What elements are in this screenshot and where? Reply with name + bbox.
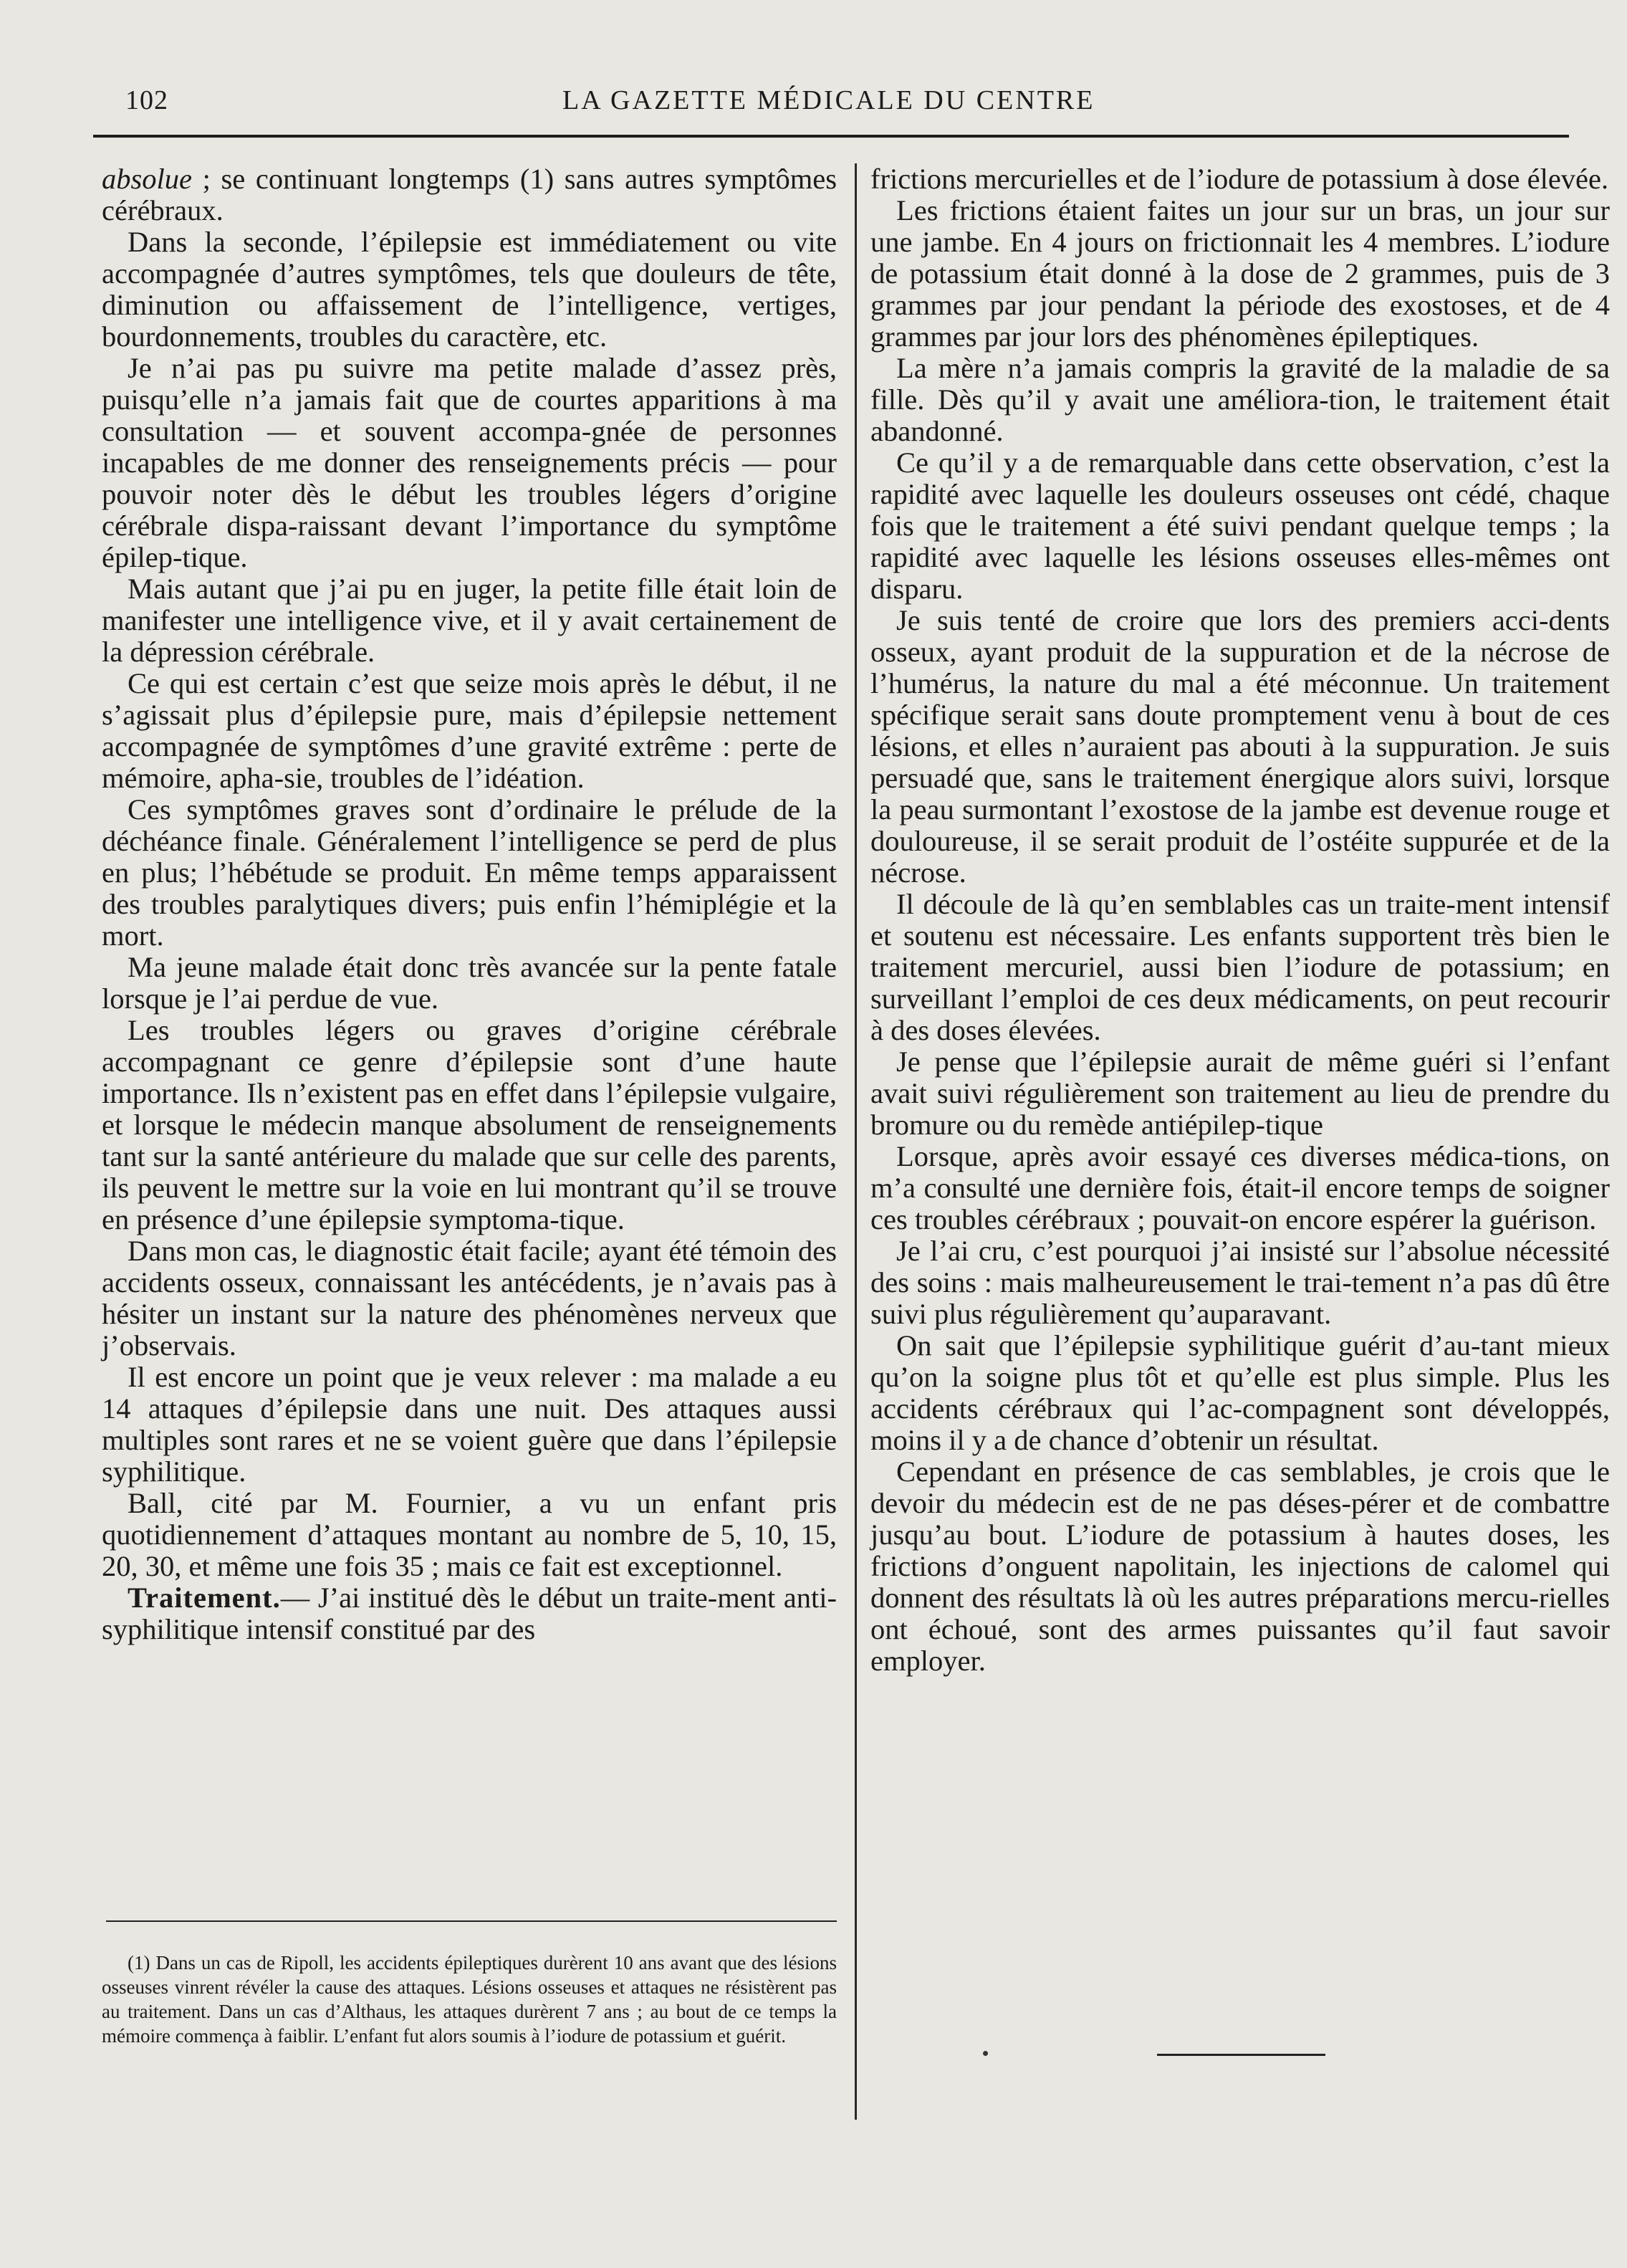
footnote xyxy=(102,1951,837,2048)
paragraph-text: ; se continuant longtemps (1) sans autres symptômes cérébraux. xyxy=(102,163,837,226)
paragraph: Ce qu’il y a de remarquable dans cette observation, c’est la rapidité avec laquelle les douleurs osseuses ont cédé, chaque fois que le traitement a été suivi pendant quelque temps ; la rapidité avec laquelle les lésions osseuses elles-mêmes ont disparu. xyxy=(870,446,1610,605)
paragraph: Lorsque, après avoir essayé ces diverses médica-tions, on m’a consulté une dernière fois, était-il encore temps de soigner ces troubles cérébraux ; pouvait-on encore espérer la guérison. xyxy=(870,1140,1610,1235)
paragraph: La mère n’a jamais compris la gravité de la maladie de sa fille. Dès qu’il y avait une améliora-tion, le traitement était abandonné. xyxy=(870,352,1610,447)
header-rule xyxy=(93,135,1569,138)
paragraph: Il est encore un point que je veux relever : ma malade a eu 14 attaques d’épilepsie dans une nuit. Des attaques aussi multiples sont rares et ne se voient guère que dans l’épilepsie syphilitique. xyxy=(102,1361,837,1488)
page-header xyxy=(125,85,1573,128)
end-rule xyxy=(1157,2054,1325,2056)
paragraph xyxy=(102,163,837,226)
paragraph: Dans mon cas, le diagnostic était facile; ayant été témoin des accidents osseux, connaissant les antécédents, je n’avais pas à hésiter un instant sur la nature des phénomènes nerveux que j’observais. xyxy=(102,1235,837,1362)
ink-dot xyxy=(983,2051,988,2056)
paragraph: Ce qui est certain c’est que seize mois après le début, il ne s’agissait plus d’épilepsie pure, mais d’épilepsie nettement accompagnée de symptômes d’une gravité extrême : perte de mémoire, apha-sie, troubles de l’idéation. xyxy=(102,667,837,794)
paragraph: Les frictions étaient faites un jour sur un bras, un jour sur une jambe. En 4 jours on frictionnait les 4 membres. L’iodure de potassium était donné à la dose de 2 grammes, puis de 3 grammes par jour pendant la période des exostoses, et de 4 grammes par jour lors des phénomènes épileptiques. xyxy=(870,194,1610,353)
paragraph: Ces symptômes graves sont d’ordinaire le prélude de la déchéance finale. Généralement l’intelligence se perd de plus en plus; l’hébétude se produit. En même temps apparaissent des troubles paralytiques divers; puis enfin l’hémiplégie et la mort. xyxy=(102,793,837,952)
paragraph: frictions mercurielles et de l’iodure de potassium à dose élevée. xyxy=(870,163,1609,195)
footnote-text: (1) Dans un cas de Ripoll, les accidents épileptiques durèrent 10 ans avant que des lésions osseuses vinrent révéler la cause des attaques. Lésions osseuses et attaques ne résistèrent pas au traitement. Dans un cas d’Althaus, les attaques durèrent 7 ans ; au bout de ce temps la mémoire commença à faiblir. L’enfant fut alors soumis à l’iodure de potassium et guérit. xyxy=(102,1952,837,2047)
paragraph: Il découle de là qu’en semblables cas un traite-ment intensif et soutenu est nécessaire. Les enfants supportent très bien le traitement mercuriel, aussi bien l’iodure de potassium; en surveillant l’emploi de ces deux médicaments, on peut recourir à des doses élevées. xyxy=(870,888,1610,1046)
paragraph: On sait que l’épilepsie syphilitique guérit d’au-tant mieux qu’on la soigne plus tôt et qu’elle est plus simple. Plus les accidents cérébraux qui l’ac-compagnent sont développés, moins il y a de chance d’obtenir un résultat. xyxy=(870,1329,1610,1456)
paragraph: Je l’ai cru, c’est pourquoi j’ai insisté sur l’absolue nécessité des soins : mais malheureusement le trai-tement n’a pas dû être suivi plus régulièrement qu’auparavant. xyxy=(870,1235,1610,1330)
paragraph: Mais autant que j’ai pu en juger, la petite fille était loin de manifester une intelligence vive, et il y avait certainement de la dépression cérébrale. xyxy=(102,573,837,668)
emphasis: absolue xyxy=(102,163,192,195)
paragraph: Je n’ai pas pu suivre ma petite malade d’assez près, puisqu’elle n’a jamais fait que de courtes apparitions à ma consultation — et souvent accompa-gnée de personnes incapables de me donner des renseignements précis — pour pouvoir noter dès le début les troubles légers d’origine cérébrale dispa-raissant devant l’importance du symptôme épilep-tique. xyxy=(102,352,837,573)
footnote-rule xyxy=(106,1920,837,1922)
column-rule xyxy=(855,163,857,2120)
paragraph: Ma jeune malade était donc très avancée sur la pente fatale lorsque je l’ai perdue de vue. xyxy=(102,951,837,1015)
paragraph: Je suis tenté de croire que lors des premiers acci-dents osseux, ayant produit de la suppuration et de la nécrose de l’humérus, la nature du mal a été méconnue. Un traitement spécifique serait sans doute promptement venu à bout de ces lésions, et elles n’auraient pas abouti à la suppuration. Je suis persuadé que, sans le traitement énergique alors suivi, lorsque la peau surmontant l’exostose de la jambe est devenue rouge et douloureuse, il se serait produit de l’ostéite suppurée et de la nécrose. xyxy=(870,604,1610,889)
section-title-traitement: Traitement. xyxy=(128,1582,281,1614)
right-column xyxy=(870,163,1610,1677)
left-column xyxy=(102,163,837,1645)
paragraph: Ball, cité par M. Fournier, a vu un enfant pris quotidiennement d’attaques montant au nombre de 5, 10, 15, 20, 30, et même une fois 35 ; mais ce fait est exceptionnel. xyxy=(102,1487,837,1582)
paragraph: Cependant en présence de cas semblables, je crois que le devoir du médecin est de ne pas déses-pérer et de combattre jusqu’au bout. L’iodure de potassium à hautes doses, les frictions d’onguent napolitain, les injections de calomel qui donnent des résultats là où les autres préparations mercu-rielles ont échoué, sont des armes puissantes qu’il faut savoir employer. xyxy=(870,1455,1610,1677)
paragraph xyxy=(102,1582,837,1645)
page-number: 102 xyxy=(125,85,168,115)
paragraph: Les troubles légers ou graves d’origine cérébrale accompagnant ce genre d’épilepsie sont d’une haute importance. Ils n’existent pas en effet dans l’épilepsie vulgaire, et lorsque le médecin manque absolument de renseignements tant sur la santé antérieure du malade que sur celle des parents, ils peuvent le mettre sur la voie en lui montrant qu’il se trouve en présence d’une épilepsie symptoma-tique. xyxy=(102,1014,837,1235)
paragraph: Dans la seconde, l’épilepsie est immédiatement ou vite accompagnée d’autres symptômes, tels que douleurs de tête, diminution ou affaissement de l’intelligence, vertiges, bourdonnements, troubles du caractère, etc. xyxy=(102,226,837,353)
running-title: LA GAZETTE MÉDICALE DU CENTRE xyxy=(562,85,1095,115)
paragraph-text: — J’ai institué dès le début un traite-ment anti-syphilitique intensif constitué par des xyxy=(102,1582,837,1645)
paragraph: Je pense que l’épilepsie aurait de même guéri si l’enfant avait suivi régulièrement son traitement au lieu de prendre du bromure ou du remède antiépilep-tique xyxy=(870,1046,1610,1141)
